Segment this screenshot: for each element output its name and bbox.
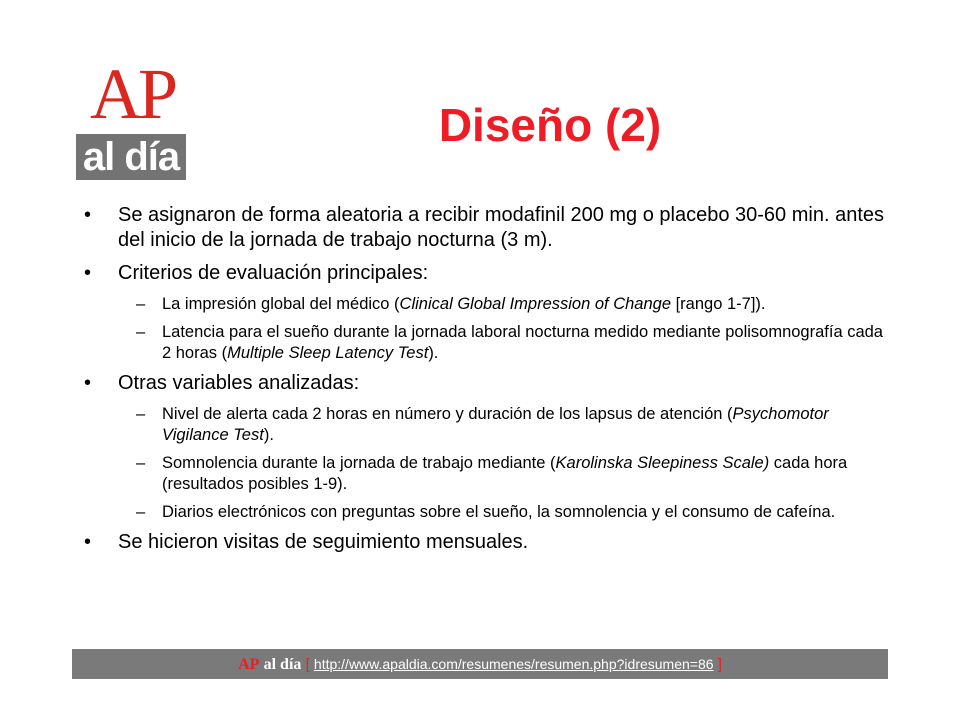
footer-url-link[interactable]: http://www.apaldia.com/resumenes/resumen.php?idresumen=86 — [313, 656, 714, 672]
bullet-marker: • — [84, 531, 92, 553]
footer-brand-ap: AP — [238, 656, 260, 673]
sub-bullet-text: Latencia para el sueño durante la jornada laboral nocturna medido mediante polisomnografía cada 2 horas (Multiple Sleep Latency Test). — [162, 323, 883, 362]
sub-bullet-item — [82, 404, 892, 446]
bullet-marker: • — [84, 204, 92, 226]
sub-bullet-text: La impresión global del médico (Clinical Global Impression of Change [rango 1-7]). — [162, 295, 766, 313]
bullet-marker: • — [84, 372, 92, 394]
logo-ap-text: AP — [89, 54, 175, 134]
dash-marker: – — [136, 503, 146, 521]
bullet-item — [82, 203, 892, 253]
dash-marker: – — [136, 454, 146, 472]
sub-bullet-item — [82, 322, 892, 364]
dash-marker: – — [136, 295, 146, 313]
logo-aldia-text: al día — [76, 134, 186, 180]
footer-brand-aldia: al día — [263, 656, 302, 673]
footer-bar — [72, 649, 888, 679]
footer-bracket-close: ] — [717, 656, 722, 673]
slide-content — [82, 203, 892, 563]
bullet-text: Criterios de evaluación principales: — [118, 262, 429, 284]
dash-marker: – — [136, 323, 146, 341]
bullet-item — [82, 371, 892, 396]
sub-bullet-item — [82, 453, 892, 495]
apaldia-logo — [74, 54, 190, 180]
bullet-text: Se asignaron de forma aleatoria a recibir modafinil 200 mg o placebo 30-60 min. antes del inicio de la jornada de trabajo nocturna (3 m). — [118, 204, 884, 251]
footer-bracket-open: [ — [305, 656, 310, 673]
bullet-text: Otras variables analizadas: — [118, 372, 360, 394]
sub-bullet-text: Somnolencia durante la jornada de trabajo mediante (Karolinska Sleepiness Scale) cada hora (resultados posibles 1-9). — [162, 454, 848, 493]
bullet-item — [82, 261, 892, 286]
bullet-text: Se hicieron visitas de seguimiento mensuales. — [118, 531, 529, 553]
dash-marker: – — [136, 405, 146, 423]
bullet-marker: • — [84, 262, 92, 284]
sub-bullet-text: Nivel de alerta cada 2 horas en número y duración de los lapsus de atención (Psychomotor Vigilance Test). — [162, 405, 829, 444]
sub-bullet-item — [82, 294, 892, 315]
slide-title: Diseño (2) — [438, 99, 662, 151]
sub-bullet-text: Diarios electrónicos con preguntas sobre el sueño, la somnolencia y el consumo de cafeína. — [162, 503, 836, 521]
bullet-item — [82, 530, 892, 555]
sub-bullet-item — [82, 502, 892, 523]
